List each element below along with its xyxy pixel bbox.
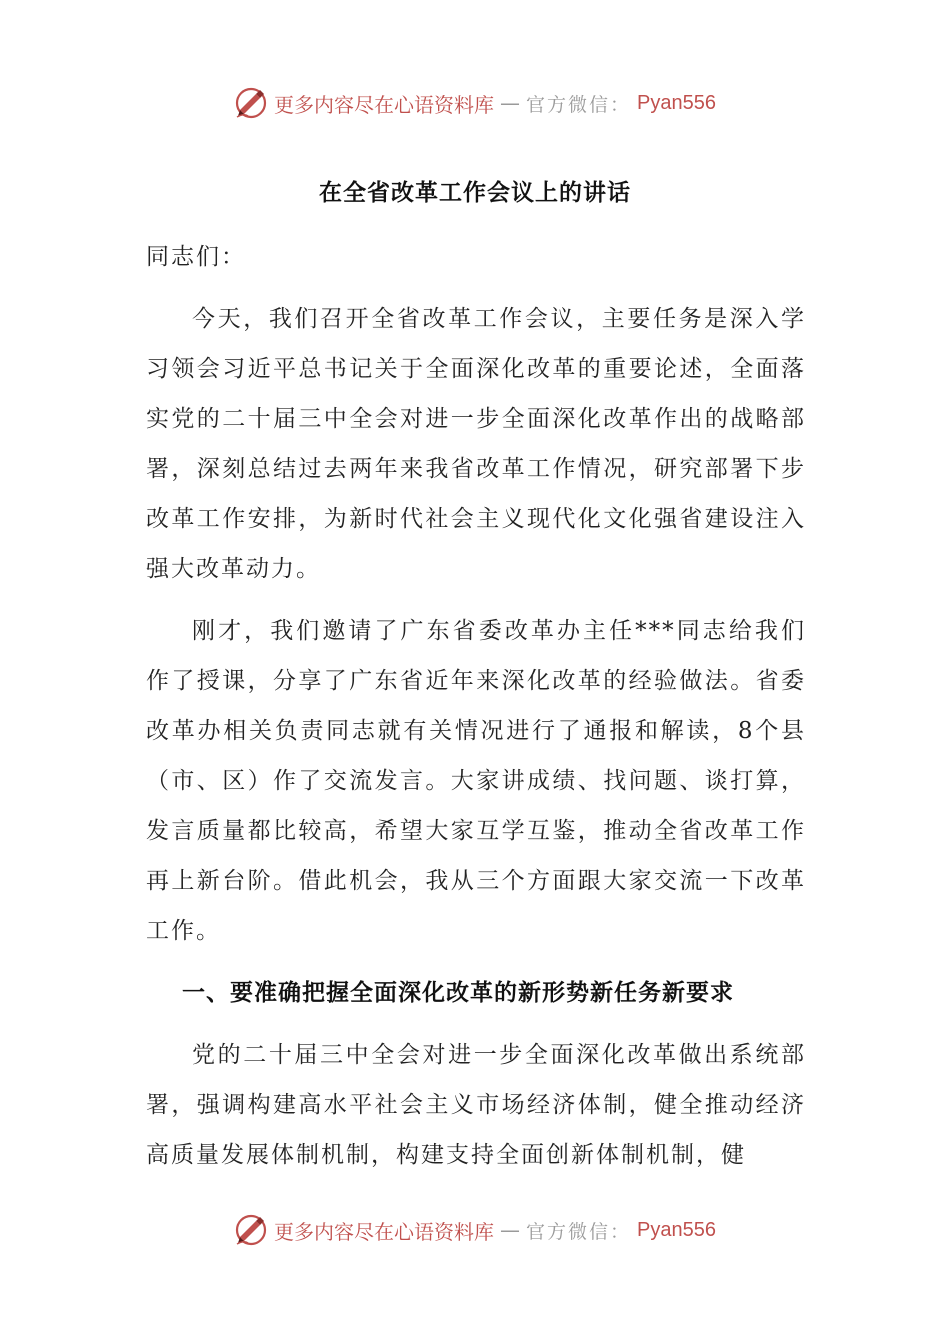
section-paragraph: 党的二十届三中全会对进一步全面深化改革做出系统部署，强调构建高水平社会主义市场经济体制，健全推动经济高质量发展体制机制，构建支持全面创新体制机制，健 <box>146 1042 806 1168</box>
banner-dash: — <box>500 91 520 115</box>
banner-wechat-label: 官方微信： <box>526 1220 632 1243</box>
header-banner <box>0 83 950 123</box>
paragraph-2: 刚才，我们邀请了广东省委改革办主任***同志给我们作了授课，分享了广东省近年来深化改革的经验做法。省委改革办相关负责同志就有关情况进行了通报和解读，8个县（市、区）作了交流发言。大家讲成绩、找问题、谈打算，发言质量都比较高，希望大家互学互鉴，推动全省改革工作再上新台阶。借此机会，我从三个方面跟大家交流一下改革工作。 <box>146 618 806 944</box>
footer-banner <box>0 1210 950 1250</box>
paragraph-1: 今天，我们召开全省改革工作会议，主要任务是深入学习领会习近平总书记关于全面深化改革的重要论述，全面落实党的二十届三中全会对进一步全面深化改革作出的战略部署，深刻总结过去两年来我省改革工作情况，研究部署下步改革工作安排，为新时代社会主义现代化文化强省建设注入强大改革动力。 <box>146 306 806 582</box>
banner-dash: — <box>500 1218 520 1242</box>
pen-logo-icon <box>234 86 268 120</box>
banner-wechat-label: 官方微信： <box>526 93 632 116</box>
document-title: 在全省改革工作会议上的讲话 <box>319 180 631 206</box>
header-banner-inner <box>234 86 716 120</box>
document-body <box>146 232 806 1192</box>
banner-text: 更多内容尽在心语资料库 <box>274 92 494 117</box>
banner-wechat-id: Pyan556 <box>637 91 716 114</box>
banner-wechat-id: Pyan556 <box>637 1218 716 1241</box>
section-heading: 一、要准确把握全面深化改革的新形势新任务新要求 <box>182 980 734 1006</box>
pen-logo-icon <box>234 1213 268 1247</box>
footer-banner-inner <box>234 1213 716 1247</box>
banner-text: 更多内容尽在心语资料库 <box>274 1219 494 1244</box>
salutation: 同志们： <box>146 244 246 270</box>
